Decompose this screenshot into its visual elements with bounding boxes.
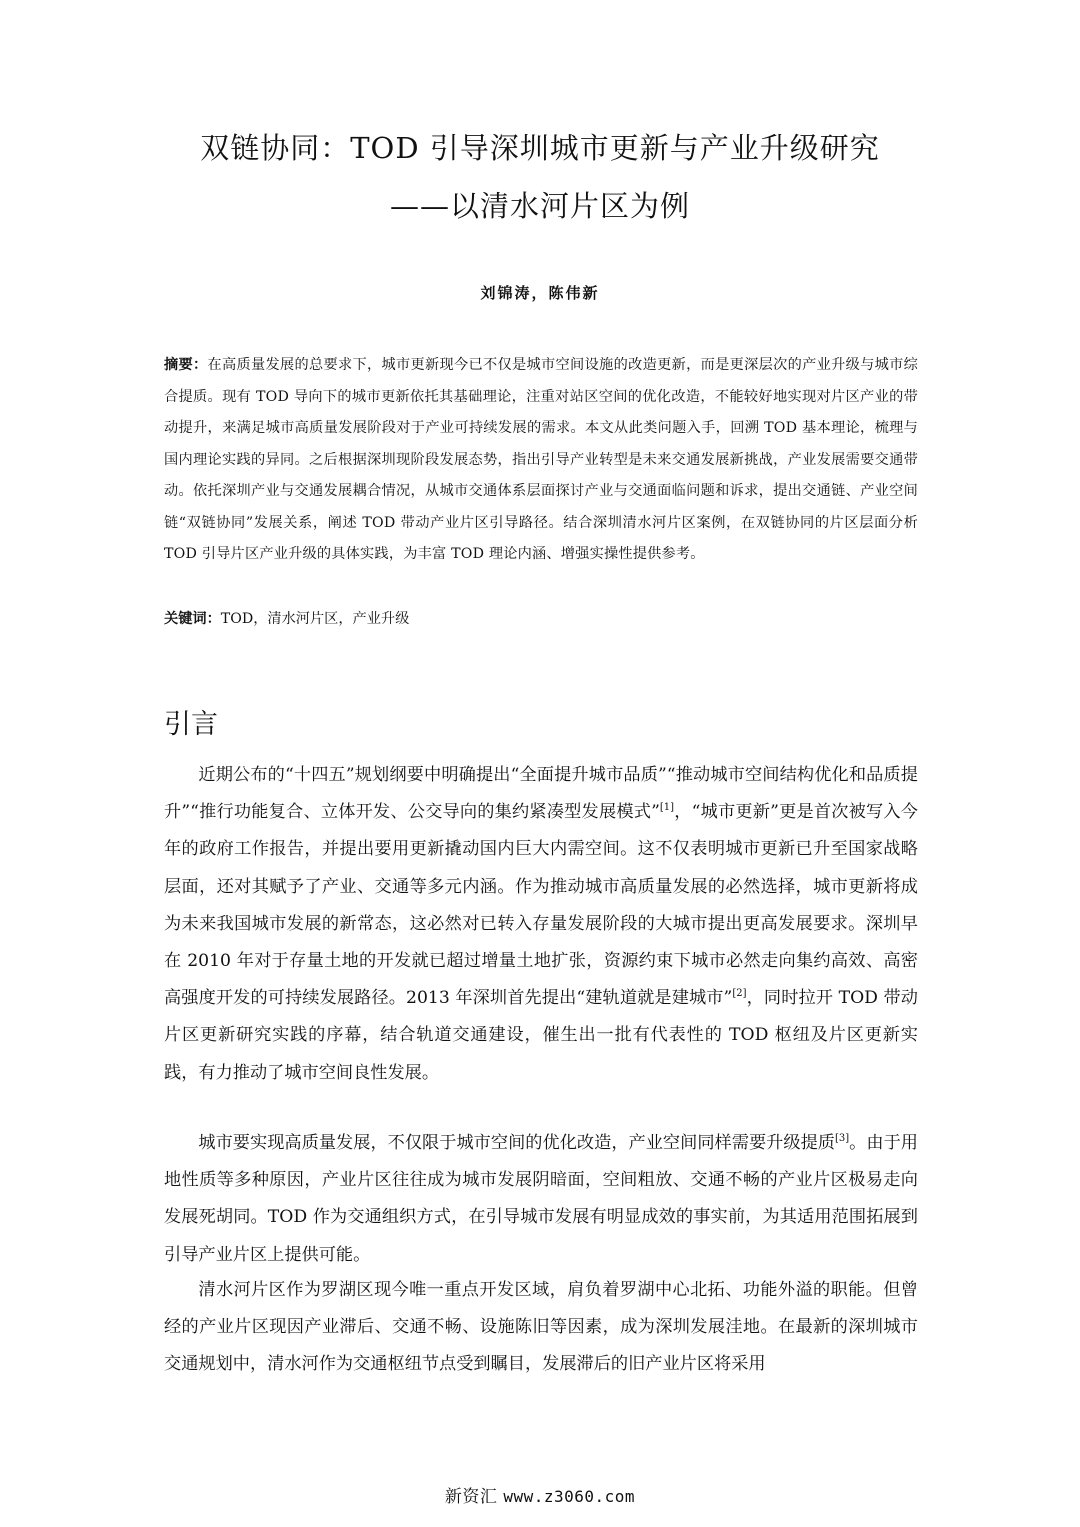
paragraph-text: 近期公布的“十四五”规划纲要中明确提出“全面提升城市品质”“推动城市空间结构优化和品质提升”“推行功能复合、立体开发、公交导向的集约紧凑型发展模式” — [164, 765, 918, 823]
section-heading: 引言 — [164, 709, 218, 740]
paragraph-text: 清水河片区作为罗湖区现今唯一重点开发区域，肩负着罗湖中心北拓、功能外溢的职能。但曾经的产业片区现因产业滞后、交通不畅、设施陈旧等因素，成为深圳发展洼地。在最新的深圳城市交通规划中，清水河作为交通枢纽节点受到瞩目，发展滞后的旧产业片区将采用 — [164, 1280, 918, 1375]
footer-brand: 新资汇 — [444, 1487, 498, 1507]
paragraph-text: 城市要实现高质量发展，不仅限于城市空间的优化改造，产业空间同样需要升级提质 — [198, 1133, 835, 1153]
body-paragraph-3 — [164, 1272, 918, 1384]
abstract-label: 摘要： — [164, 357, 208, 373]
keywords — [164, 604, 918, 635]
keywords-text: TOD，清水河片区，产业升级 — [220, 611, 410, 627]
footer-url[interactable]: www.z3060.com — [503, 1487, 636, 1506]
paragraph-text: ，“城市更新”更是首次被写入今年的政府工作报告，并提出要用更新撬动国内巨大内需空间。这不仅表明城市更新已升至国家战略层面，还对其赋予了产业、交通等多元内涵。作为推动城市高质量发展的必然选择，城市更新将成为未来我国城市发展的新常态，这必然对已转入存量发展阶段的大城市提出更高发展要求。深圳早在 2010 年对于存量土地的开发就已超过增量土地扩张，资源约束下城市必然走向集约高效、高密高强度开发的可持续发展路径。2013 年深圳首先提出“建轨道就是建城市” — [164, 802, 918, 1009]
paper-title: 双链协同：TOD 引导深圳城市更新与产业升级研究 — [200, 131, 880, 165]
abstract-text: 在高质量发展的总要求下，城市更新现今已不仅是城市空间设施的改造更新，而是更深层次的产业升级与城市综合提质。现有 TOD 导向下的城市更新依托其基础理论，注重对站区空间的优化改造，不能较好地实现对片区产业的带动提升，来满足城市高质量发展阶段对于产业可持续发展的需求。本文从此类问题入手，回溯 TOD 基本理论，梳理与国内理论实践的异同。之后根据深圳现阶段发展态势，指出引导产业转型是未来交通发展新挑战，产业发展需要交通带动。依托深圳产业与交通发展耦合情况，从城市交通体系层面探讨产业与交通面临问题和诉求，提出交通链、产业空间链“双链协同”发展关系，阐述 TOD 带动产业片区引导路径。结合深圳清水河片区案例，在双链协同的片区层面分析 TOD 引导片区产业升级的具体实践，为丰富 TOD 理论内涵、增强实操性提供参考。 — [164, 357, 918, 562]
body-paragraph-1 — [164, 757, 918, 1092]
paragraph-text: ，同时拉开 TOD 带动片区更新研究实践的序幕，结合轨道交通建设，催生出一批有代表性的 TOD 枢纽及片区更新实践，有力推动了城市空间良性发展。 — [164, 988, 918, 1083]
author-list: 刘锦涛，陈伟新 — [480, 284, 600, 302]
citation-ref: [2] — [732, 988, 747, 1000]
citation-ref: [1] — [659, 802, 675, 814]
citation-ref: [3] — [834, 1133, 850, 1144]
page-footer — [0, 1482, 1080, 1507]
keywords-label: 关键词： — [164, 611, 221, 627]
abstract — [164, 350, 918, 571]
body-paragraph-2 — [164, 1125, 918, 1274]
paragraph-text: 。由于用地性质等多种原因，产业片区往往成为城市发展阴暗面，空间粗放、交通不畅的产业片区极易走向发展死胡同。TOD 作为交通组织方式，在引导城市发展有明显成效的事实前，为其适用范围拓展到引导产业片区上提供可能。 — [164, 1133, 918, 1265]
paper-subtitle: ——以清水河片区为例 — [389, 189, 690, 223]
